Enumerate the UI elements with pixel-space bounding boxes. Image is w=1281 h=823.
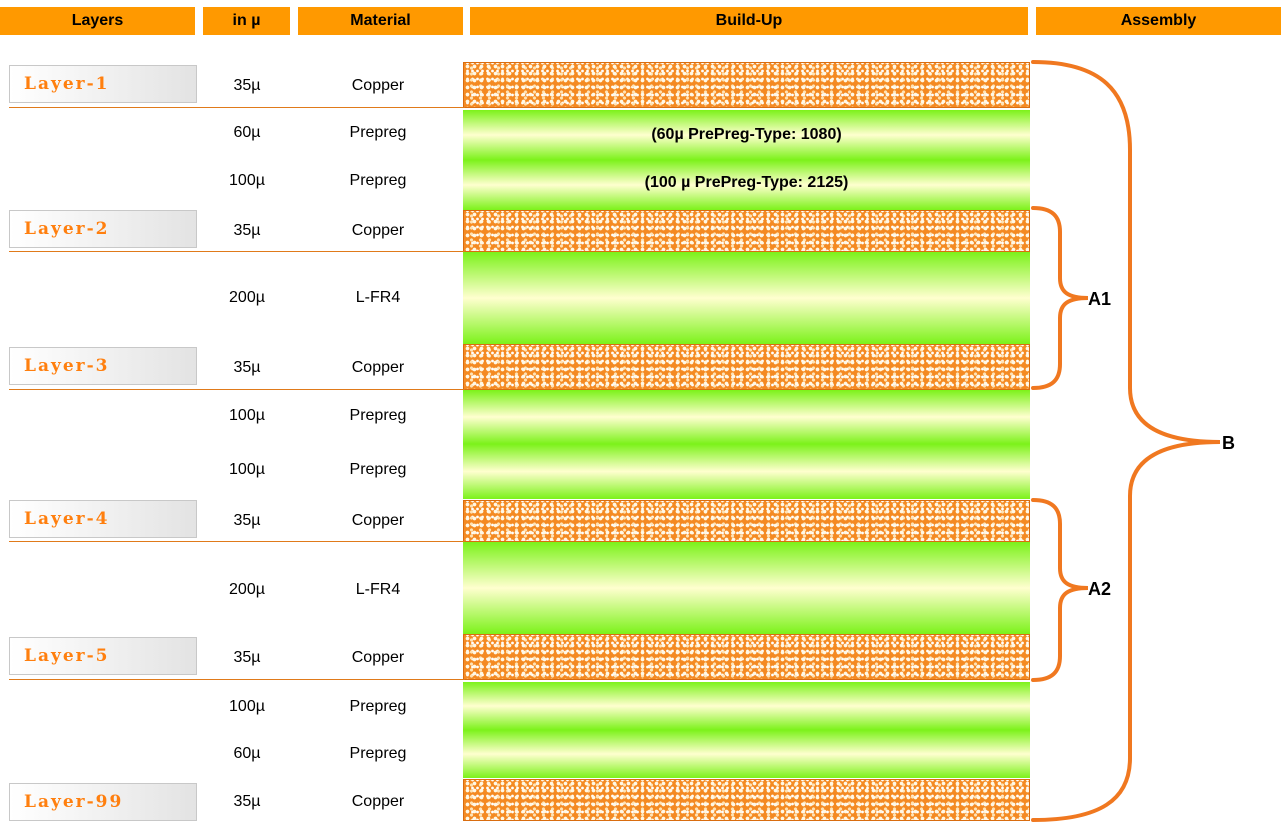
thickness-dielectric: 60µ — [233, 745, 261, 762]
thickness-dielectric: 100µ — [229, 407, 265, 424]
thickness-layer-1: 35µ — [233, 77, 261, 94]
prepreg-band — [463, 682, 1030, 730]
thickness-dielectric: 60µ — [233, 124, 261, 141]
copper-band-layer-1 — [463, 62, 1030, 108]
row-divider — [9, 251, 465, 252]
material-dielectric: Prepreg — [349, 172, 407, 189]
material-dielectric: Prepreg — [349, 124, 407, 141]
thickness-layer-99: 35µ — [233, 793, 261, 810]
material-dielectric: L-FR4 — [355, 289, 401, 306]
core-band — [463, 542, 1030, 634]
brace-b — [1033, 62, 1220, 820]
material-dielectric: Prepreg — [349, 407, 407, 424]
material-layer-5: Copper — [351, 649, 405, 666]
copper-band-layer-99 — [463, 779, 1030, 821]
material-layer-1: Copper — [351, 77, 405, 94]
prepreg-note-1080: (60µ PrePreg-Type: 1080) — [651, 126, 842, 143]
thickness-layer-3: 35µ — [233, 359, 261, 376]
row-divider — [9, 389, 465, 390]
copper-band-layer-5 — [463, 634, 1030, 680]
thickness-dielectric: 100µ — [229, 172, 265, 189]
material-layer-99: Copper — [351, 793, 405, 810]
assembly-label-a1: A1 — [1088, 289, 1112, 309]
layer-label-1: Layer-1 — [9, 65, 197, 103]
header-buildup: Build-Up — [470, 7, 1028, 35]
core-band — [463, 252, 1030, 344]
thickness-dielectric: 100µ — [229, 698, 265, 715]
material-layer-2: Copper — [351, 222, 405, 239]
prepreg-band — [463, 444, 1030, 499]
assembly-label-a2: A2 — [1088, 579, 1112, 599]
material-dielectric: Prepreg — [349, 698, 407, 715]
copper-band-layer-4 — [463, 500, 1030, 542]
material-dielectric: L-FR4 — [355, 581, 401, 598]
thickness-dielectric: 200µ — [229, 581, 265, 598]
thickness-layer-2: 35µ — [233, 222, 261, 239]
thickness-dielectric: 100µ — [229, 461, 265, 478]
assembly-label-b: B — [1222, 433, 1235, 453]
copper-band-layer-3 — [463, 344, 1030, 390]
thickness-dielectric: 200µ — [229, 289, 265, 306]
layer-label-5: Layer-5 — [9, 637, 197, 675]
copper-band-layer-2 — [463, 210, 1030, 252]
header-assembly: Assembly — [1036, 7, 1281, 35]
prepreg-band — [463, 730, 1030, 778]
row-divider — [9, 541, 465, 542]
brace-a2 — [1033, 500, 1088, 680]
material-dielectric: Prepreg — [349, 745, 407, 762]
header-thickness: in µ — [203, 7, 290, 35]
brace-a1 — [1033, 208, 1088, 388]
layer-label-3: Layer-3 — [9, 347, 197, 385]
prepreg-note-2125: (100 µ PrePreg-Type: 2125) — [644, 174, 849, 191]
header-material: Material — [298, 7, 463, 35]
layer-label-2: Layer-2 — [9, 210, 197, 248]
row-divider — [9, 107, 465, 108]
header-layers: Layers — [0, 7, 195, 35]
material-dielectric: Prepreg — [349, 461, 407, 478]
layer-label-99: Layer-99 — [9, 783, 197, 821]
material-layer-4: Copper — [351, 512, 405, 529]
prepreg-band — [463, 390, 1030, 444]
row-divider — [9, 679, 465, 680]
material-layer-3: Copper — [351, 359, 405, 376]
thickness-layer-5: 35µ — [233, 649, 261, 666]
layer-label-4: Layer-4 — [9, 500, 197, 538]
thickness-layer-4: 35µ — [233, 512, 261, 529]
